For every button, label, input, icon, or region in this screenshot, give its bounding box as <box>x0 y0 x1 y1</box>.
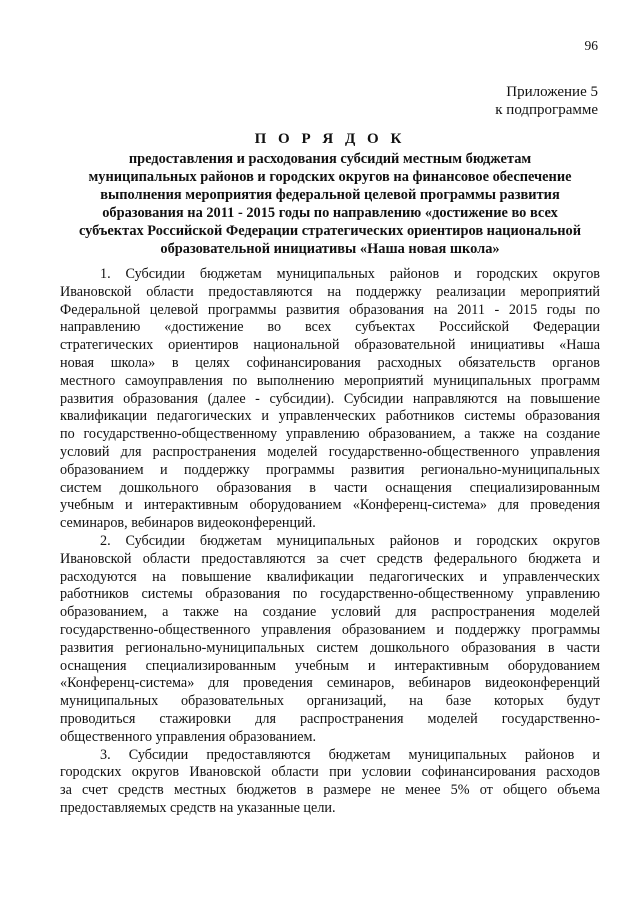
paragraph-line: оснащения специализированным учебным и интерактивным оборудованием <box>60 657 600 674</box>
document-heading <box>60 130 600 258</box>
paragraph-line: учебным и интерактивным оборудованием «Конференц-система» для проведения <box>60 497 600 514</box>
paragraph-line: Федеральной целевой программы развития образования на 2011 - 2015 годы по <box>60 301 600 318</box>
paragraph-line: образованием и поддержку программы развития регионально-муниципальных <box>60 461 600 478</box>
appendix-line-2: к подпрограмме <box>495 102 598 118</box>
paragraph-line: стратегических ориентиров национальной образовательной инициативы «Наша <box>60 337 600 354</box>
paragraph-line: Ивановской области предоставляются на поддержку реализации мероприятий <box>60 283 600 300</box>
paragraph-line: развития образования (далее - субсидии). Субсидии направляются на повышение <box>60 390 600 407</box>
paragraph-line: по государственно-общественному управлению образованием, а также на создание <box>60 426 600 443</box>
paragraph-line: 2. Субсидии бюджетам муниципальных районов и городских округов <box>100 532 600 549</box>
paragraph-1 <box>60 266 600 533</box>
subtitle-line: предоставления и расходования субсидий местным бюджетам <box>128 151 532 167</box>
paragraph-line: образованием, а также на создание условий для распространения моделей <box>60 604 600 621</box>
paragraph-line: городских округов Ивановской области при условии софинансирования расходов <box>60 764 600 781</box>
paragraph-line: условий для распространения моделей государственно-общественного управления <box>60 443 600 460</box>
paragraph-line: направлению «достижение во всех субъектах Российской Федерации <box>60 319 600 336</box>
paragraph-line: семинаров, вебинаров видеоконференций. <box>60 515 316 532</box>
paragraph-line: предоставляемых средств на указанные цели. <box>60 799 336 816</box>
paragraph-line: местного самоуправления по выполнению мероприятий муниципальных программ <box>60 372 600 389</box>
appendix-line-1: Приложение 5 <box>506 84 598 100</box>
paragraph-2 <box>60 533 600 747</box>
paragraph-3 <box>60 747 600 818</box>
paragraph-line: «Конференц-система» для проведения семинаров, вебинаров видеоконференций <box>60 675 600 692</box>
page-number: 96 <box>584 38 598 53</box>
subtitle-line: субъектах Российской Федерации стратегических ориентиров национальной <box>78 223 582 239</box>
paragraph-line: государственно-общественного управления образованием и поддержку программы <box>60 621 600 638</box>
document-subtitle <box>60 150 600 258</box>
document-body <box>60 266 600 818</box>
subtitle-line: выполнения мероприятия федеральной целевой программы развития <box>100 187 560 203</box>
paragraph-line: работников системы образования по государственно-общественному управлению <box>60 586 600 603</box>
subtitle-line: образования на 2011 - 2015 годы по направлению «достижение во всех <box>102 205 558 221</box>
document-title: П О Р Я Д О К <box>254 131 406 147</box>
paragraph-line: муниципальных образовательных организаций, на базе которых будут <box>60 693 600 710</box>
paragraph-line: 3. Субсидии предоставляются бюджетам муниципальных районов и <box>100 746 600 763</box>
paragraph-line: Ивановской области предоставляются за счет средств федерального бюджета и <box>60 550 600 567</box>
paragraph-line: расходуются на повышение квалификации педагогических и управленческих <box>60 568 600 585</box>
appendix-reference <box>495 83 598 119</box>
subtitle-line: образовательной инициативы «Наша новая школа» <box>160 241 500 257</box>
paragraph-line: развития регионально-муниципальных систем дошкольного образования в части <box>60 639 600 656</box>
subtitle-line: муниципальных районов и городских округов на финансовое обеспечение <box>88 169 572 185</box>
paragraph-line: квалификации педагогических и управленческих работников системы образования <box>60 408 600 425</box>
paragraph-line: за счет средств местных бюджетов в размере не менее 5% от общего объема <box>60 782 600 799</box>
paragraph-line: общественного управления образованием. <box>60 728 317 745</box>
paragraph-line: новая школа» в целях софинансирования расходных обязательств органов <box>60 354 600 371</box>
paragraph-line: проводиться стажировки для распространения моделей государственно- <box>60 710 600 727</box>
paragraph-line: 1. Субсидии бюджетам муниципальных районов и городских округов <box>100 266 600 282</box>
paragraph-line: систем дошкольного образования в части оснащения специализированным <box>60 479 600 496</box>
